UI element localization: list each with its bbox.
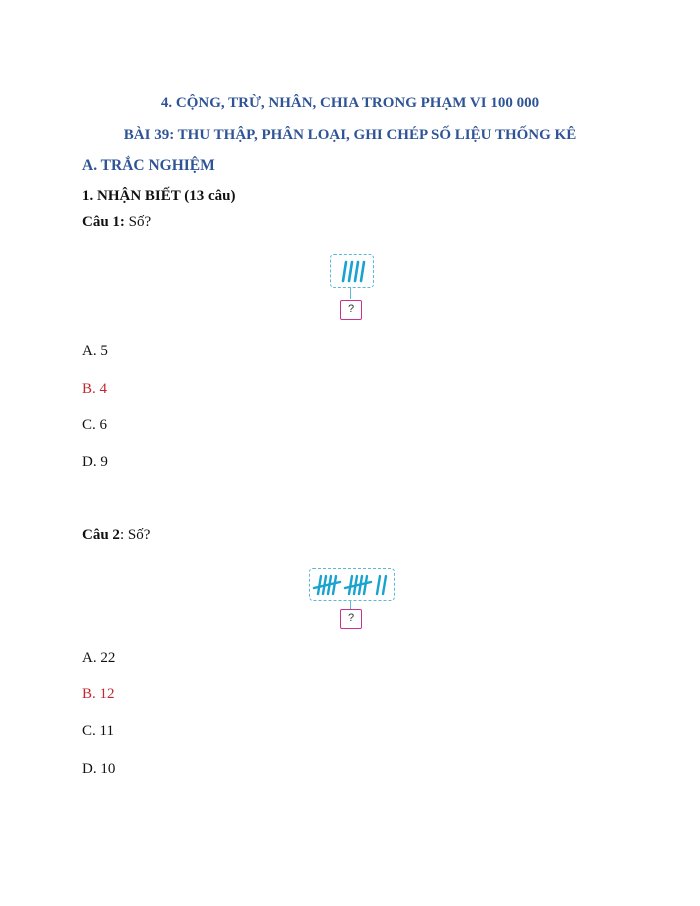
question-1 bbox=[82, 214, 151, 231]
tally-stroke bbox=[343, 262, 346, 281]
q1-option-a[interactable]: A. 5 bbox=[82, 343, 108, 359]
connector-line bbox=[350, 600, 351, 609]
tally-box-2 bbox=[309, 568, 395, 601]
q2-option-c[interactable]: C. 11 bbox=[82, 723, 114, 739]
question-2 bbox=[82, 527, 150, 544]
tally-stroke bbox=[349, 262, 352, 281]
answer-placeholder-box: ? bbox=[340, 609, 362, 629]
lesson-title: BÀI 39: THU THẬP, PHÂN LOẠI, GHI CHÉP SỐ LIỆU THỐNG KÊ bbox=[123, 127, 577, 143]
question-1-label: Câu 1: bbox=[82, 214, 125, 230]
q1-option-b[interactable]: B. 4 bbox=[82, 381, 108, 397]
q1-option-c[interactable]: C. 6 bbox=[82, 417, 108, 433]
question-2-prompt: : Số? bbox=[119, 527, 151, 543]
q1-option-d[interactable]: D. 9 bbox=[82, 454, 108, 470]
answer-placeholder-box: ? bbox=[340, 300, 362, 320]
connector-line bbox=[350, 287, 351, 299]
tally-stroke bbox=[355, 262, 358, 281]
q2-option-d[interactable]: D. 10 bbox=[82, 761, 116, 777]
tally-marks-12 bbox=[310, 569, 394, 600]
q2-option-a[interactable]: A. 22 bbox=[82, 650, 116, 666]
q2-option-b[interactable]: B. 12 bbox=[82, 686, 115, 702]
tally-box-1 bbox=[330, 254, 374, 288]
question-1-prompt: Số? bbox=[124, 214, 152, 230]
difficulty-level: 1. NHẬN BIẾT (13 câu) bbox=[82, 188, 236, 204]
section-title: A. TRẮC NGHIỆM bbox=[82, 157, 215, 174]
question-2-label: Câu 2 bbox=[82, 527, 120, 543]
tally-marks-4 bbox=[331, 255, 373, 287]
chapter-title: 4. CỘNG, TRỪ, NHÂN, CHIA TRONG PHẠM VI 100 000 bbox=[160, 95, 540, 111]
tally-stroke bbox=[361, 262, 364, 281]
